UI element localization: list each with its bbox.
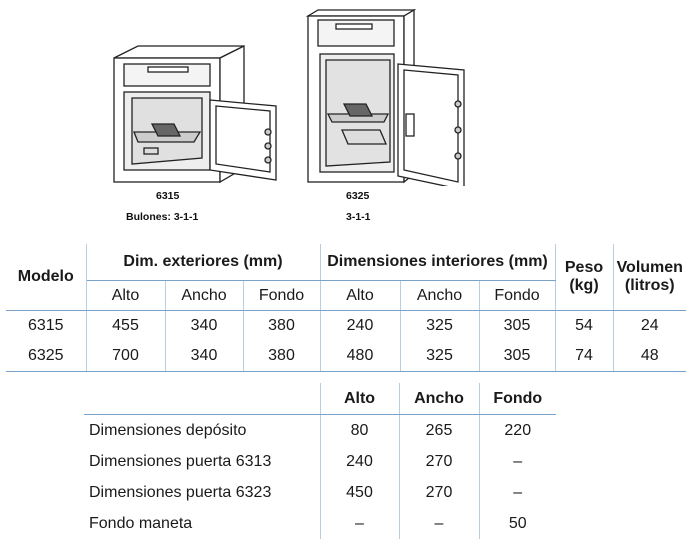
cell-int-ancho: 325 — [400, 341, 479, 372]
safe-6325-illustration — [300, 6, 480, 186]
dims-header-alto: Alto — [320, 383, 399, 415]
dims-cell-fondo: 50 — [508, 514, 527, 532]
dimensions-table — [84, 383, 556, 539]
safe-6315-illustration — [108, 40, 288, 185]
cell-int-alto: 240 — [320, 311, 400, 342]
cell-model: 6325 — [6, 341, 86, 372]
dims-header-blank — [84, 383, 320, 415]
subheader-ext-alto: Alto — [86, 281, 165, 311]
dims-row-label: Dimensiones puerta 6323 — [84, 477, 320, 508]
table-row — [6, 311, 686, 342]
table-row — [84, 446, 556, 477]
subheader-int-alto: Alto — [320, 281, 400, 311]
cell-ext-ancho: 340 — [165, 341, 243, 372]
cell-model: 6315 — [6, 311, 86, 342]
dims-header-fondo: Fondo — [479, 383, 556, 415]
dims-cell-fondo: 220 — [504, 421, 532, 439]
cell-ext-ancho: 340 — [165, 311, 243, 342]
header-volume: Volumen (litros) — [613, 244, 686, 311]
dims-cell-ancho: 270 — [399, 446, 479, 477]
dims-cell-alto: 80 — [320, 415, 399, 447]
cell-int-alto: 480 — [320, 341, 400, 372]
dims-cell-ancho: – — [399, 508, 479, 539]
cell-volume: 24 — [640, 317, 659, 334]
dims-row-label: Dimensiones puerta 6313 — [84, 446, 320, 477]
subheader-int-fondo: Fondo — [479, 281, 555, 311]
cell-weight: 54 — [555, 311, 613, 342]
dims-cell-fondo: – — [513, 483, 523, 501]
dims-cell-alto: – — [320, 508, 399, 539]
caption-model-6315: 6315 — [156, 190, 180, 202]
header-interior: Dimensiones interiores (mm) — [320, 244, 555, 281]
dims-cell-ancho: 265 — [399, 415, 479, 447]
dims-row-label: Dimensiones depósito — [84, 415, 320, 447]
table-row — [84, 415, 556, 447]
caption-bolts-6315: Bulones: 3-1-1 — [126, 211, 199, 223]
dims-cell-ancho: 270 — [399, 477, 479, 508]
header-exterior: Dim. exteriores (mm) — [86, 244, 320, 281]
cell-int-fondo: 305 — [479, 341, 555, 372]
subheader-int-ancho: Ancho — [400, 281, 479, 311]
dims-header-ancho: Ancho — [399, 383, 479, 415]
dims-cell-alto: 240 — [320, 446, 399, 477]
cell-ext-alto: 700 — [86, 341, 165, 372]
table-row — [84, 477, 556, 508]
subheader-ext-ancho: Ancho — [165, 281, 243, 311]
dims-row-label: Fondo maneta — [84, 508, 320, 539]
cell-int-ancho: 325 — [400, 311, 479, 342]
cell-volume: 48 — [613, 341, 686, 372]
cell-weight: 74 — [555, 341, 613, 372]
caption-bolts-6325: 3-1-1 — [346, 211, 371, 223]
cell-ext-fondo: 380 — [243, 311, 320, 342]
cell-int-fondo: 305 — [479, 311, 555, 342]
subheader-ext-fondo: Fondo — [243, 281, 320, 311]
table-row — [84, 508, 556, 539]
dims-cell-alto: 450 — [320, 477, 399, 508]
dims-cell-fondo: – — [513, 452, 523, 470]
table-row — [6, 341, 686, 372]
cell-ext-fondo: 380 — [243, 341, 320, 372]
spec-table — [6, 244, 686, 372]
header-model: Modelo — [6, 244, 86, 311]
caption-model-6325: 6325 — [346, 190, 370, 202]
cell-ext-alto: 455 — [86, 311, 165, 342]
header-weight: Peso (kg) — [555, 244, 613, 311]
